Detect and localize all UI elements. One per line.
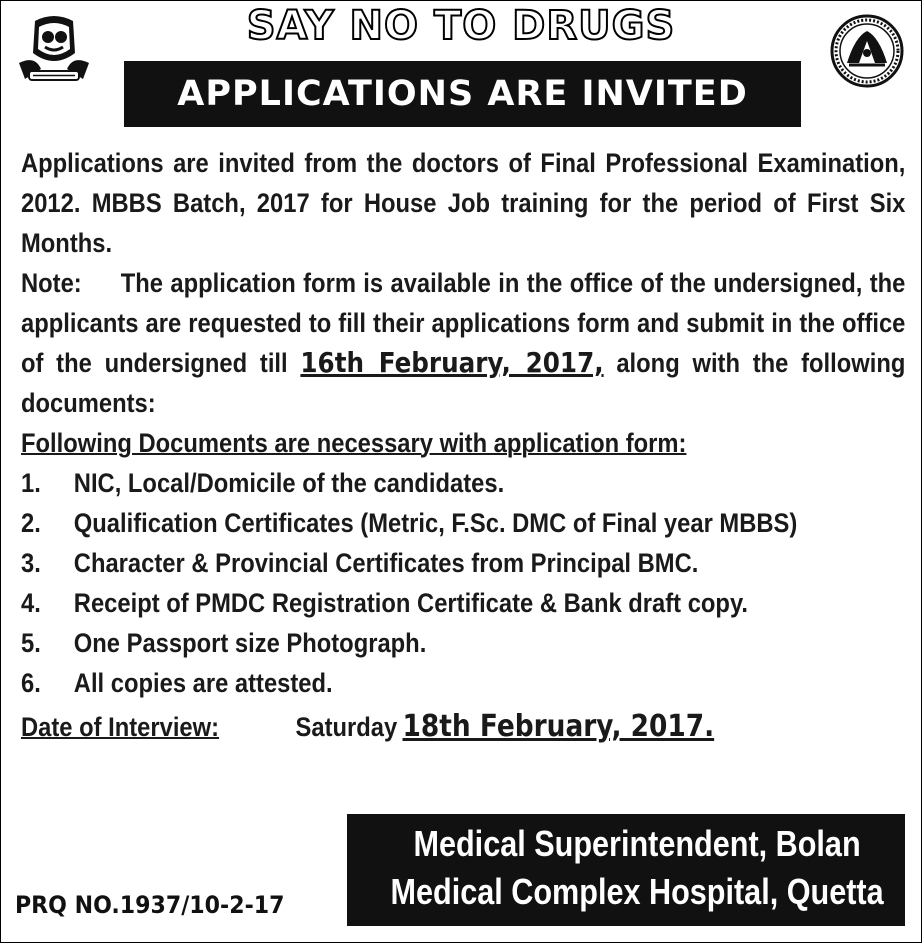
signatory-line-1: Medical Superintendent, Bolan: [413, 823, 861, 864]
list-item: [21, 583, 905, 623]
list-item-number: 4.: [21, 588, 41, 618]
documents-heading: Following Documents are necessary with application form:: [21, 428, 687, 458]
list-item-number: 5.: [21, 628, 41, 658]
interview-line: [21, 707, 905, 747]
list-item: [21, 543, 905, 583]
list-item-text: All copies are attested.: [73, 668, 333, 698]
banner-title: APPLICATIONS ARE INVITED: [124, 61, 801, 127]
deadline-date: 16th February, 2017,: [300, 346, 604, 379]
list-item-number: 6.: [21, 668, 41, 698]
interview-label: Date of Interview:: [21, 712, 220, 742]
note-paragraph: [21, 263, 905, 423]
list-item-number: 1.: [21, 468, 41, 498]
interview-date: 18th February, 2017.: [402, 709, 715, 744]
interview-day: Saturday: [295, 712, 398, 742]
list-item-text: Receipt of PMDC Registration Certificate & Bank draft copy.: [73, 588, 748, 618]
list-item: [21, 463, 905, 503]
signatory-box: [347, 814, 905, 926]
list-item-text: NIC, Local/Domicile of the candidates.: [73, 468, 505, 498]
list-item: [21, 503, 905, 543]
list-item: [21, 623, 905, 663]
prq-number: PRQ NO.1937/10-2-17: [15, 891, 285, 919]
list-item-text: Character & Provincial Certificates from Principal BMC.: [73, 548, 699, 578]
list-item: [21, 663, 905, 703]
list-item-number: 2.: [21, 508, 41, 538]
slogan-heading: SAY NO TO DRUGS: [246, 3, 676, 49]
after-deadline-text: along with the following documents:: [21, 348, 906, 418]
list-item-text: Qualification Certificates (Metric, F.Sc. DMC of Final year MBBS): [73, 508, 798, 538]
documents-list: [21, 463, 905, 703]
note-text: The application form is available in the office of the undersigned, the applicants are requested to fill their applications form and submit in the office of the undersigned till: [21, 268, 906, 378]
list-item-number: 3.: [21, 548, 41, 578]
intro-paragraph: Applications are invited from the doctors of Final Professional Examination, 2012. MBBS Batch, 2017 for House Job training for the period of First Six Months.: [21, 148, 906, 258]
signatory-line-2: Medical Complex Hospital, Quetta: [390, 871, 884, 912]
advertisement-body: [21, 143, 905, 747]
list-item-text: One Passport size Photograph.: [73, 628, 427, 658]
note-label: Note:: [21, 268, 82, 298]
